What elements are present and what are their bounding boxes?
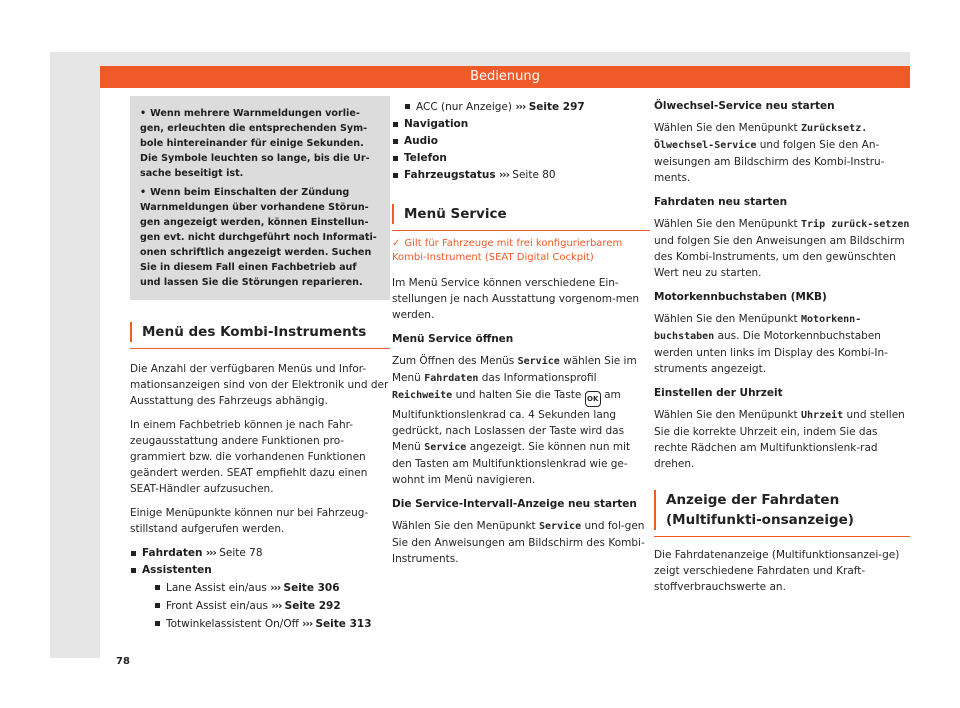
cross-ref-link[interactable]: Seite 313	[315, 618, 372, 630]
bullet-icon: •	[140, 187, 147, 198]
chapter-header: Bedienung	[100, 66, 910, 88]
column-right	[654, 98, 910, 603]
cross-ref-link[interactable]: Seite 78	[219, 547, 263, 559]
subheading: Menü Service öffnen	[392, 333, 514, 345]
subheading: Fahrdaten neu starten	[654, 196, 788, 208]
cross-ref-arrow: ›››	[515, 101, 526, 113]
ok-button-icon: OK	[585, 391, 601, 407]
menu-term: Trip zurück-setzen	[801, 219, 910, 230]
note-item: • Wenn beim Einschalten der Zündung Warnmeldungen über vorhandene Störun-gen angezeigt werden, können Einstellun-gen evt. nicht durchgeführt noch Informati-onen schriftlich angezeigt werden. Suchen Sie in diesem Fall einen Fachbetrieb auf und lassen Sie die Störungen reparieren.	[140, 187, 377, 288]
bullet-icon: •	[140, 108, 147, 119]
paragraph: Wählen Sie den Menüpunkt Trip zurück-setzen und folgen Sie den Anweisungen am Bildschirm des Kombi-Instruments, um den gewünschten Wert neu zu starten.	[654, 218, 910, 279]
menu-term: Fahrdaten	[424, 373, 479, 384]
section-heading-service	[392, 204, 650, 231]
list-item: Fahrdaten ››› Seite 78	[130, 545, 390, 562]
paragraph: Einige Menüpunkte können nur bei Fahrzeug-stillstand aufgerufen werden.	[130, 507, 369, 535]
section-heading-fahrdaten	[654, 490, 910, 537]
cross-ref-arrow: ›››	[270, 582, 281, 594]
paragraph: Wählen Sie den Menüpunkt Zurücksetz. Ölwechsel-Service und folgen Sie den An-weisungen am Bildschirm des Kombi-Instru-ments.	[654, 122, 885, 184]
cross-ref-link[interactable]: Seite 306	[283, 582, 340, 594]
list-item: Assistenten Lane Assist ein/aus ››› Seite 306 Front Assist ein/aus ››› Seite 292 Totwinkelassistent On/Off ››› Seite 313	[130, 562, 390, 633]
menu-term: Uhrzeit	[801, 410, 844, 421]
sub-list-item: Front Assist ein/aus ››› Seite 292	[154, 597, 390, 615]
paragraph: Die Anzahl der verfügbaren Menüs und Infor-mationsanzeigen sind von der Elektronik und der Ausstattung des Fahrzeugs abhängig.	[130, 363, 389, 407]
cross-ref-link[interactable]: Seite 297	[528, 101, 585, 113]
column-middle	[392, 98, 650, 575]
section-title: Anzeige der Fahrdaten (Multifunkti-onsanzeige)	[654, 490, 910, 530]
section-title: Menü Service	[392, 204, 650, 224]
page-number: 78	[116, 656, 130, 667]
sub-list-item: Totwinkelassistent On/Off ››› Seite 313	[154, 615, 390, 633]
paragraph: Zum Öffnen des Menüs Service wählen Sie im Menü Fahrdaten das Informationsprofil Reichweite und halten Sie die Taste OK am Multifunktionslenkrad ca. 4 Sekunden lang gedrückt, nach Loslassen der Taste wird das Menü Service angezeigt. Sie können nun mit den Tasten am Multifunktionslenkrad wie ge-wohnt im Menü navigieren.	[392, 355, 637, 486]
subheading: Motorkennbuchstaben (MKB)	[654, 291, 827, 303]
paragraph: Wählen Sie den Menüpunkt Uhrzeit und stellen Sie die korrekte Uhrzeit ein, indem Sie das rechte Rädchen am Multifunktionslenk-rad drehen.	[654, 409, 905, 470]
page-sheet	[100, 88, 910, 667]
sub-list-item: Lane Assist ein/aus ››› Seite 306	[154, 579, 390, 597]
menu-term: Zurücksetz. Ölwechsel-Service	[654, 123, 868, 151]
note-box	[130, 96, 390, 300]
cross-ref-arrow: ›››	[271, 600, 282, 612]
cross-ref-link[interactable]: Seite 292	[284, 600, 341, 612]
column-left	[130, 96, 390, 637]
menu-term: Reichweite	[392, 390, 453, 401]
sub-list	[392, 98, 650, 116]
checkmark-icon: ✓	[392, 238, 401, 249]
subheading: Ölwechsel-Service neu starten	[654, 100, 835, 112]
menu-list	[130, 545, 390, 633]
section-title: Menü des Kombi-Instruments	[130, 322, 390, 342]
paragraph: Die Fahrdatenanzeige (Multifunktionsanzei-ge) zeigt verschiedene Fahrdaten und Kraft-stoffverbrauchswerte an.	[654, 549, 900, 593]
paragraph: Im Menü Service können verschiedene Ein-stellungen je nach Ausstattung vorgenom-men werden.	[392, 277, 640, 321]
menu-term: Motorkenn-buchstaben	[654, 314, 862, 342]
applies-note: ✓ Gilt für Fahrzeuge mit frei konfigurierbarem Kombi-Instrument (SEAT Digital Cockpit)	[392, 238, 623, 263]
note-item: • Wenn mehrere Warnmeldungen vorlie-gen, erleuchten die entsprechenden Sym-bole hintereinander für einige Sekunden. Die Symbole leuchten so lange, bis die Ur-sache beseitigt ist.	[140, 108, 370, 179]
menu-term: Service	[517, 356, 560, 367]
cross-ref-link[interactable]: Seite 80	[512, 169, 556, 181]
cross-ref-arrow: ›››	[205, 547, 216, 559]
menu-term: Service	[539, 521, 582, 532]
sub-list-item: ACC (nur Anzeige) ››› Seite 297	[404, 98, 650, 116]
sub-list	[142, 579, 390, 633]
menu-list	[392, 116, 650, 184]
subheading: Einstellen der Uhrzeit	[654, 387, 783, 399]
list-item: Telefon	[392, 150, 650, 167]
subheading: Die Service-Intervall-Anzeige neu starten	[392, 498, 637, 510]
paragraph: Wählen Sie den Menüpunkt Service und fol-gen Sie den Anweisungen am Bildschirm des Kombi-Instruments.	[392, 520, 645, 565]
list-item: Navigation	[392, 116, 650, 133]
paragraph: In einem Fachbetrieb können je nach Fahr-zeugausstattung andere Funktionen pro-grammiert bzw. die vorhandenen Funktionen geändert werden. SEAT empfiehlt dazu einen SEAT-Händler aufzusuchen.	[130, 419, 368, 495]
manual-page	[50, 52, 910, 667]
paragraph: Wählen Sie den Menüpunkt Motorkenn-buchstaben aus. Die Motorkennbuchstaben werden unten links im Display des Kombi-In-struments angezeigt.	[654, 313, 888, 375]
list-item: Audio	[392, 133, 650, 150]
cross-ref-arrow: ›››	[302, 618, 313, 630]
cross-ref-arrow: ›››	[498, 169, 509, 181]
section-heading-kombi	[130, 322, 390, 349]
menu-term: Service	[424, 442, 467, 453]
list-item: Fahrzeugstatus ››› Seite 80	[392, 167, 650, 184]
